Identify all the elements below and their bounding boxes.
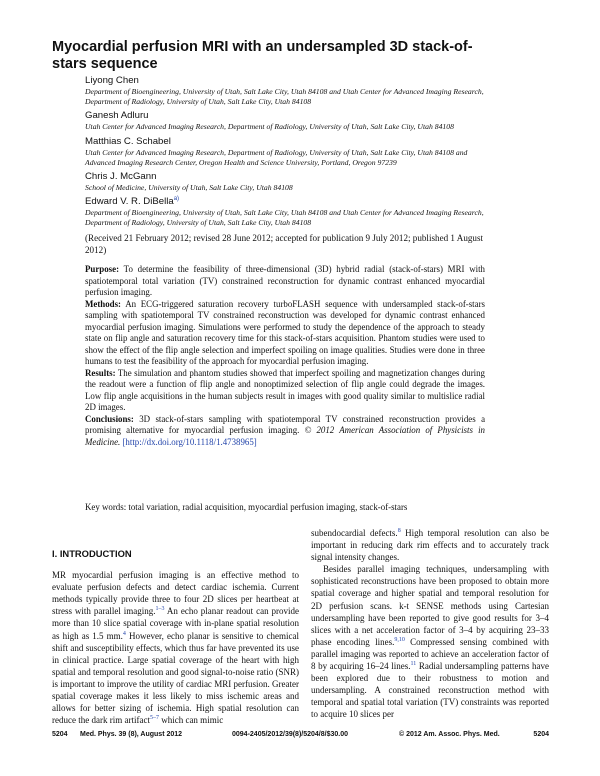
- doi-link[interactable]: [http://dx.doi.org/10.1118/1.4738965]: [122, 436, 257, 447]
- paragraph: Besides parallel imaging techniques, undersampling with sophisticated reconstructions have been proposed to obtain more spatial coverage and higher spatial and temporal resolution for 2D perfusion scans. k-t SENSE methods using Cartesian undersampling have been reported to give good results for 3–4 slices with a net acceleration factor of 3–4 by acquiring 23–33 phase encoding lines.$^{9,10}$ Compressed sensing combined with parallel imaging was reported to achieve an acceleration factor of 8 by acquiring 16–24 lines.$^{11}$ Radial undersampling patterns have been explored due to their robustness to motion and undersampling. A constrained reconstruction method with temporal and spatial total variation (TV) constraints was reported to acquire 10 slices per: [311, 564, 549, 720]
- author-affiliation: Utah Center for Advanced Imaging Research, Department of Radiology, University of Utah, Salt Lake City, Utah 84108 and Advanced Imaging Research Center, Oregon Health and Science University, Portland, Oregon 97239: [85, 147, 468, 167]
- section-heading: I. INTRODUCTION: [52, 548, 132, 559]
- citation[interactable]: 5–7: [149, 715, 159, 722]
- author-affiliation: Department of Bioengineering, University of Utah, Salt Lake City, Utah 84108 and Utah Center for Advanced Imaging Research, Department of Radiology, University of Utah, Salt Lake City, Utah 84108: [85, 208, 484, 228]
- article-title: Myocardial perfusion MRI with an undersampled 3D stack-of-stars sequence: [52, 39, 473, 72]
- author-block: [85, 196, 485, 228]
- author-block: [85, 136, 485, 168]
- author-list: [85, 75, 485, 256]
- footnote-marker[interactable]: a): [173, 196, 180, 203]
- keywords: Key words: total variation, radial acquisition, myocardial perfusion imaging, stack-of-stars: [85, 502, 408, 512]
- copyright-notice: © 2012 American Association of Physicists in Medicine.: [85, 425, 485, 447]
- abstract-conclusions: Conclusions: 3D stack-of-stars sampling with spatiotemporal TV constrained reconstruction provides a promising alternative for myocardial perfusion imaging. © 2012 American Association of Physicists in Medicine. [http://dx.doi.org/10.1118/1.4738965]: [85, 413, 486, 447]
- citation[interactable]: 9,10: [394, 636, 405, 643]
- author-name: Edward V. R. DiBella$^{a)}$: [85, 196, 180, 208]
- author-name: Matthias C. Schabel: [85, 135, 171, 147]
- footer-copyright: © 2012 Am. Assoc. Phys. Med.: [399, 731, 500, 738]
- abstract-methods: Methods: An ECG-triggered saturation recovery turboFLASH sequence with undersampled stack-of-stars sampling with spatiotemporal TV constrained reconstruction was developed for dynamic contrast enhanced myocardial perfusion imaging. Simulations were performed to study the dependence of the approach to steady state on flip angle and saturation recovery time for this stack-of-stars acquisition. Phantom studies were used to show the effect of the flip angle selection and imperfect spoiling on image qualities. Studies were done in three humans to test the feasibility of the approach for myocardial perfusion imaging.: [85, 298, 485, 366]
- author-affiliation: School of Medicine, University of Utah, Salt Lake City, Utah 84108: [85, 183, 293, 193]
- author-name: Liyong Chen: [85, 75, 139, 86]
- abstract: [85, 264, 485, 448]
- citation[interactable]: 1–3: [155, 606, 165, 613]
- paragraph: subendocardial defects.$^8$ High temporal resolution can also be important in reducing dark rim effects and to accurately track signal intensity changes.: [311, 528, 549, 563]
- right-column: [311, 527, 549, 721]
- citation[interactable]: 11: [410, 661, 417, 668]
- citation[interactable]: 4: [122, 630, 126, 637]
- citation[interactable]: 8: [397, 528, 401, 534]
- article-code: 0094-2405/2012/39(8)/5204/8/$30.00: [232, 731, 348, 738]
- author-affiliation: Department of Bioengineering, University of Utah, Salt Lake City, Utah 84108 and Utah Center for Advanced Imaging Research, Department of Radiology, University of Utah, Salt Lake City, Utah 84108: [85, 87, 484, 107]
- author-block: [85, 110, 485, 132]
- author-affiliation: Utah Center for Advanced Imaging Research, Department of Radiology, University of Utah, Salt Lake City, Utah 84108: [85, 122, 454, 132]
- paragraph: MR myocardial perfusion imaging is an effective method to evaluate perfusion defects and detect cardiac ischemia. Current methods typically provide three to four 2D slices per heartbeat at stress with parallel imaging.$^{1-3}$ An echo planar readout can provide more than 10 slice spatial coverage with in-plane spatial resolution as high as 1.5 mm.$^4$ However, echo planar is sensitive to chemical shift and susceptibility effects, which thus far have prevented its use in clinical practice. Large spatial coverage of the heart with high spatial and temporal resolution and good signal-to-noise ratio (SNR) is important to improve the utility of cardiac MRI perfusion. Greater spatial coverage makes it less likely to miss ischemic areas and allows for better sizing of ischemia. High spatial resolution can reduce the dark rim artifact$^{5-7}$ which can mimic: [52, 570, 299, 726]
- abstract-results: Results: The simulation and phantom studies showed that imperfect spoiling and magnetization changes during the readout were a function of flip angle and nonoptimized selection of flip angle could degrade the images. Low flip angle acquisitions in the human subjects result in images with good quality similar to multislice radial 2D images.: [85, 367, 485, 412]
- page-number-left: 5204: [52, 731, 68, 738]
- author-name: Chris J. McGann: [85, 171, 157, 183]
- author-block: [85, 171, 485, 193]
- received-dates: (Received 21 February 2012; revised 28 June 2012; accepted for publication 9 July 2012; published 1 August 2012): [85, 232, 484, 255]
- abstract-purpose: Purpose: To determine the feasibility of three-dimensional (3D) hybrid radial (stack-of-stars) MRI with spatiotemporal total variation (TV) constrained reconstruction for dynamic contrast enhanced myocardial perfusion imaging.: [85, 264, 485, 297]
- page-number-right: 5204: [533, 731, 549, 738]
- left-column: [52, 548, 299, 726]
- journal-citation: Med. Phys. 39 (8), August 2012: [80, 731, 183, 738]
- author-name: Ganesh Adluru: [85, 110, 149, 122]
- author-block: [85, 75, 485, 107]
